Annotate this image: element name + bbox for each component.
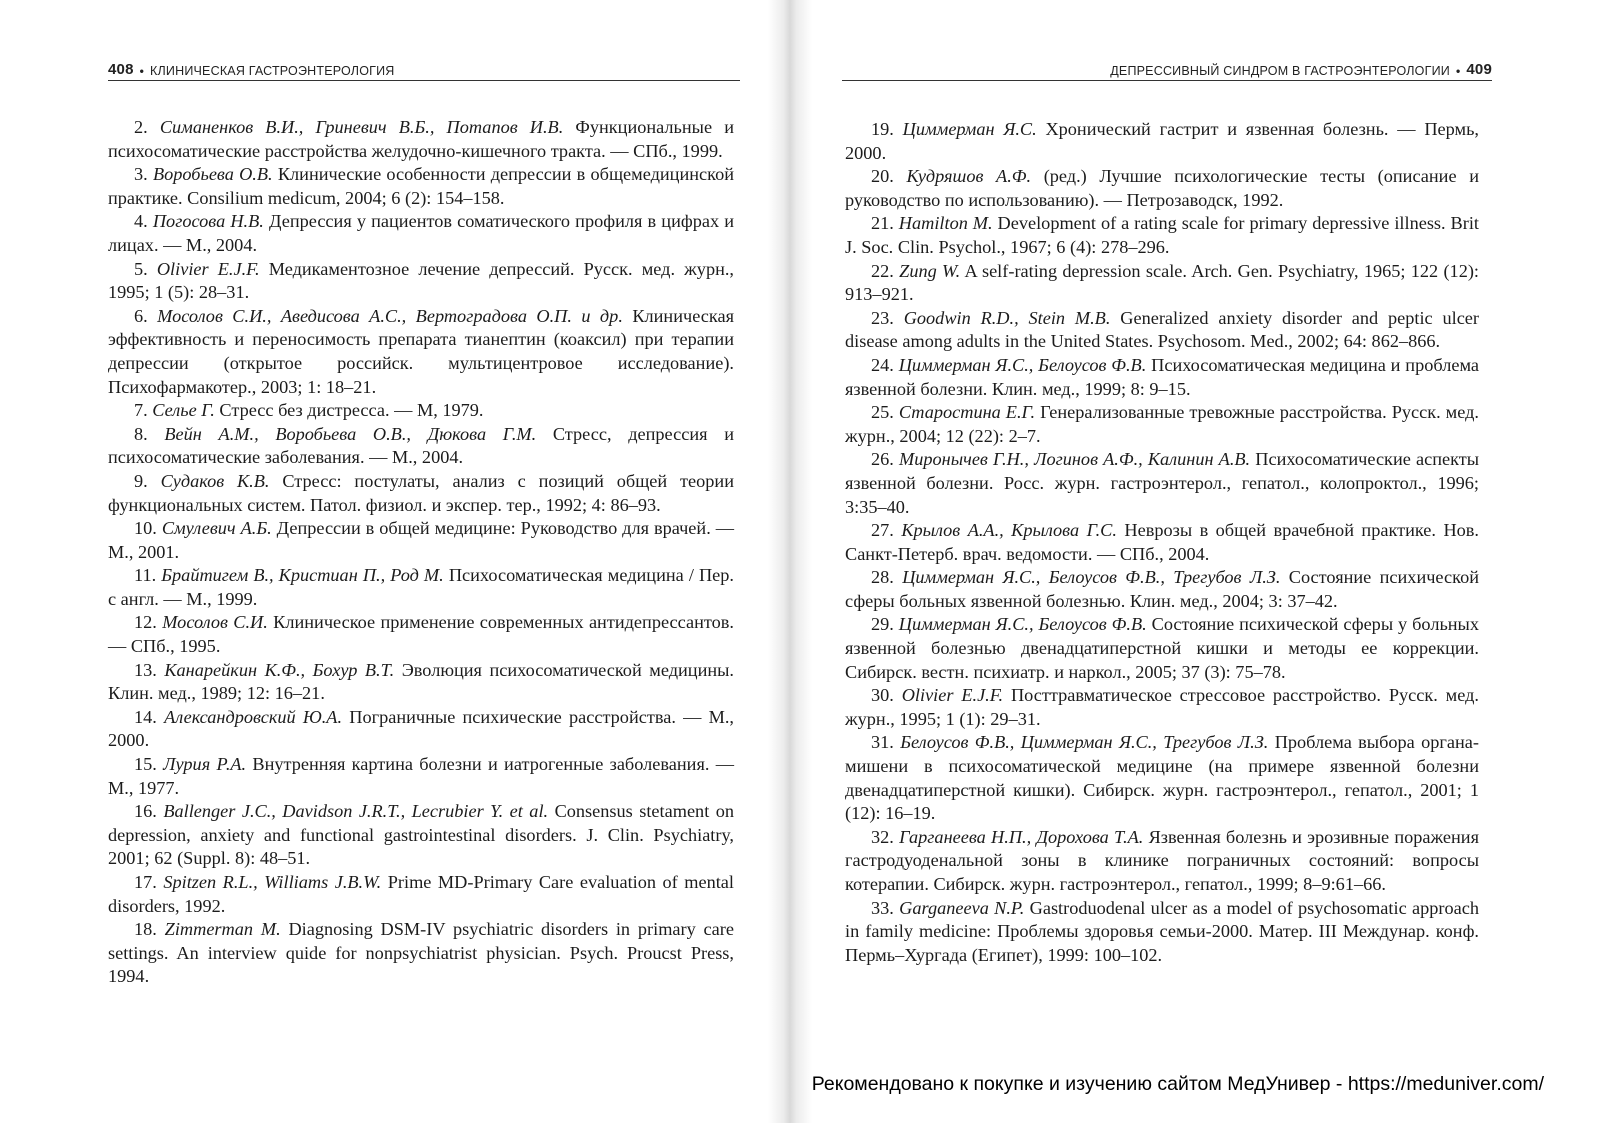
reference-authors: Olivier E.J.F. [901,685,1004,706]
reference-entry [108,423,734,470]
reference-number: 5. [134,258,148,279]
reference-text: Diagnosing DSM-IV psychiatric disorders in primary care settings. An interview quide for nonpsychiatrist physician. Psych. Proucst Press, 1994. [108,919,734,987]
reference-authors: Старостина Е.Г. [898,402,1036,423]
reference-authors: Белоусов Ф.В., Циммерман Я.С., Трегубов Л.З. [900,732,1269,753]
reference-number: 33. [871,897,894,918]
reference-authors: Garganeeva N.P. [899,897,1025,918]
reference-list-left [108,116,734,989]
reference-number: 26. [871,449,894,470]
reference-text: Психосоматическая медицина и проблема язвенной болезни. Клин. мед., 1999; 8: 9–15. [845,354,1480,399]
reference-authors: Александровский Ю.А. [164,706,343,727]
reference-text: Депрессия у пациентов соматического профиля в цифрах и лицах. — М., 2004. [108,211,735,255]
reference-entry [108,210,734,257]
reference-authors: Циммерман Я.С., Белоусов Ф.В., Трегубов Л.З. [902,567,1281,588]
page-number: 408 [108,61,134,78]
reference-entry [108,753,734,800]
reference-number: 23. [871,307,894,328]
reference-entry [845,118,1479,165]
book-gutter [768,0,812,1123]
left-running-header [108,56,740,81]
reference-entry [845,354,1479,401]
reference-entry [845,260,1479,307]
reference-number: 17. [134,872,157,892]
reference-entry [845,165,1479,212]
reference-authors: Spitzen R.L., Williams J.B.W. [163,872,382,892]
reference-text: Стресс без дистресса. — М, 1979. [219,400,484,421]
reference-authors: Погосова Н.В. [152,211,264,232]
reference-number: 27. [871,520,894,541]
reference-text: Депрессии в общей медицине: Руководство для врачей. — М., 2001. [108,518,734,562]
reference-text: A self-rating depression scale. Arch. Gen. Psychiatry, 1965; 122 (12): 913–921. [845,260,1480,305]
reference-authors: Воробьева О.В. [152,164,273,185]
reference-number: 12. [134,612,157,633]
reference-text: Состояние психической сферы больных язвенной болезнью. Клин. мед., 2004; 3: 37–42. [845,567,1479,611]
reference-entry [108,470,734,517]
reference-authors: Гарганеева Н.П., Дорохова Т.А. [899,826,1144,847]
reference-authors: Циммерман Я.С., Белоусов Ф.В. [898,614,1147,635]
reference-authors: Zung W. [899,260,961,281]
reference-text: Клиническое применение современных антидепрессантов. — СПб., 1995. [108,612,734,657]
reference-number: 9. [134,470,148,491]
reference-entry [845,212,1479,259]
reference-text: Development of a rating scale for primary depressive illness. Brit J. Soc. Clin. Psychol., 1967; 6 (4): 278–296. [845,213,1479,257]
reference-authors: Канарейкин К.Ф., Бохур В.Т. [164,659,395,680]
reference-entry [845,519,1479,566]
reference-entry [108,564,734,611]
reference-number: 19. [871,119,894,139]
reference-authors: Goodwin R.D., Stein M.B. [903,307,1111,328]
reference-entry [108,305,734,399]
reference-text: (ред.) Лучшие психологические тесты (описание и руководство по использованию). — Петрозаводск, 1992. [845,166,1479,210]
reference-text: Проблема выбора органа-мишени в психосоматической медицине (на примере язвенной болезни двенадцатиперстной кишки). Сибирск. журн. гастроэнтерол., гепатол., 2001; 1 (12): 16–19. [845,732,1479,824]
reference-authors: Мосолов С.И., Аведисова А.С., Вертоградова О.П. и др. [157,305,623,326]
bullet-separator: • [1455,64,1461,78]
reference-entry [108,659,734,706]
reference-authors: Смулевич А.Б. [161,518,272,539]
reference-text: Consensus stetament on depression, anxiety and functional gastrointestinal disorders. J. Clin. Psychiatry, 2001; 62 (Suppl. 8): 48–51. [108,801,734,869]
reference-entry [845,307,1479,354]
reference-text: Хронический гастрит и язвенная болезнь. — Пермь, 2000. [845,119,1479,163]
reference-number: 15. [134,754,157,775]
reference-entry [845,731,1479,825]
reference-number: 6. [134,305,148,326]
reference-text: Функциональные и психосоматические расстройства желудочно-кишечного тракта. — СПб., 1999. [108,117,734,161]
reference-entry [845,566,1479,613]
reference-number: 3. [134,164,148,185]
reference-text: Стресс, депрессия и психосоматические заболевания. — М., 2004. [108,423,734,468]
reference-number: 31. [871,732,894,753]
reference-authors: Вейн А.М., Воробьева О.В., Дюкова Г.М. [164,423,537,444]
reference-authors: Крылов А.А., Крылова Г.С. [901,520,1117,541]
reference-text: Пограничные психические расстройства. — М., 2000. [108,706,734,751]
reference-authors: Циммерман Я.С., Белоусов Ф.В. [898,354,1147,375]
reference-number: 30. [871,685,894,706]
reference-authors: Ballenger J.C., Davidson J.R.T., Lecrubier Y. et al. [163,801,549,822]
reference-text: Клинические особенности депрессии в общемедицинской практике. Consilium medicum, 2004; 6 (2): 154–158. [108,164,734,208]
reference-number: 29. [871,614,894,635]
reference-entry [108,706,734,753]
page-number: 409 [1466,61,1492,78]
reference-entry [108,163,734,210]
running-title: КЛИНИЧЕСКАЯ ГАСТРОЭНТЕРОЛОГИЯ [150,64,395,78]
watermark-link[interactable]: Рекомендовано к покупке и изучению сайтом МедУнивер - https://meduniver.com/ [811,1073,1544,1095]
reference-text: Generalized anxiety disorder and peptic ulcer disease among adults in the United States. Psychosom. Med., 2002; 64: 862–866. [845,307,1480,352]
reference-text: Генерализованные тревожные расстройства. Русск. мед. журн., 2004; 12 (22): 2–7. [845,402,1479,446]
reference-text: Психосоматические аспекты язвенной болезни. Росс. журн. гастроэнтерол., гепатол., колопроктол., 1996; 3:35–40. [845,449,1480,517]
reference-number: 32. [871,826,894,847]
left-page [0,0,768,1123]
reference-authors: Hamilton M. [898,213,993,234]
reference-text: Внутренняя картина болезни и иатрогенные заболевания. — М., 1977. [108,754,734,798]
reference-text: Клиническая эффективность и переносимость препарата тианептин (коаксил) при терапии депрессии (открытое российск. мультицентровое исследование). Психофармакотер., 2003; 1: 18–21. [108,305,734,397]
reference-entry [845,897,1479,968]
reference-authors: Брайтигем В., Кристиан П., Род М. [161,565,444,586]
bullet-separator: • [139,64,145,78]
reference-number: 11. [134,565,157,586]
reference-number: 10. [134,518,157,539]
reference-text: Состояние психической сферы у больных язвенной болезнью двенадцатиперстной кишки и методы ее коррекции. Сибирск. вестн. психиатр. и наркол., 2005; 37 (3): 75–78. [845,614,1479,682]
reference-number: 8. [134,423,148,444]
reference-number: 18. [134,919,157,940]
reference-text: Язвенная болезнь и эрозивные поражения гастродуоденальной зоны в клинике пограничных состояний: вопросы котерапии. Сибирск. журн. гастроэнтерол., гепатол., 1999; 8–9:61–66. [845,826,1479,894]
reference-text: Prime MD-Primary Care evaluation of mental disorders, 1992. [108,872,734,916]
reference-authors: Olivier E.J.F. [156,258,260,279]
running-title: ДЕПРЕССИВНЫЙ СИНДРОМ В ГАСТРОЭНТЕРОЛОГИИ [1110,64,1450,78]
reference-number: 22. [871,260,894,281]
reference-number: 24. [871,354,894,375]
reference-number: 2. [134,117,148,137]
reference-authors: Циммерман Я.С. [902,119,1037,139]
reference-entry [108,918,734,989]
reference-entry [108,871,734,918]
reference-entry [108,611,734,658]
reference-text: Стресс: постулаты, анализ с позиций общей теории функциональных систем. Патол. физиол. и экспер. тер., 1992; 4: 86–93. [108,470,734,515]
reference-number: 14. [134,706,157,727]
reference-authors: Селье Г. [152,400,215,421]
reference-entry [845,401,1479,448]
reference-entry [108,399,734,423]
reference-number: 7. [134,400,148,421]
reference-authors: Судаков К.В. [160,470,270,491]
reference-authors: Zimmerman M. [164,919,281,940]
reference-entry [108,517,734,564]
reference-text: Эволюция психосоматической медицины. Клин. мед., 1989; 12: 16–21. [108,659,734,704]
reference-authors: Мосолов С.И. [162,612,268,633]
right-page [812,0,1600,1123]
reference-number: 4. [134,211,148,232]
reference-list-right [845,118,1479,967]
reference-number: 28. [871,567,894,588]
right-running-header [842,56,1492,81]
reference-entry [845,684,1479,731]
reference-entry [108,116,734,163]
reference-text: Неврозы в общей врачебной практике. Нов. Санкт-Петерб. врач. ведомости. — СПб., 2004. [845,520,1479,564]
reference-entry [845,448,1479,519]
reference-number: 20. [871,166,894,187]
reference-entry [845,826,1479,897]
reference-entry [108,258,734,305]
reference-number: 21. [871,213,894,234]
reference-authors: Кудряшов А.Ф. [906,166,1032,187]
reference-text: Психосоматическая медицина / Пер. с англ. — М., 1999. [108,565,734,609]
reference-number: 16. [134,801,157,822]
reference-number: 13. [134,659,157,680]
reference-text: Посттравматическое стрессовое расстройство. Русск. мед. журн., 1995; 1 (1): 29–31. [845,685,1479,729]
reference-authors: Лурия Р.А. [163,754,247,775]
reference-authors: Миронычев Г.Н., Логинов А.Ф., Калинин А.В. [899,449,1251,470]
reference-text: Медикаментозное лечение депрессий. Русск. мед. журн., 1995; 1 (5): 28–31. [108,258,735,303]
reference-authors: Симаненков В.И., Гриневич В.Б., Потапов И.В. [159,117,564,137]
reference-number: 25. [871,402,894,423]
reference-entry [845,613,1479,684]
reference-entry [108,800,734,871]
reference-text: Gastroduodenal ulcer as a model of psychosomatic approach in family medicine: Проблемы здоровья семьи-2000. Матер. III Междунар. конф. Пермь–Хургада (Египет), 1999: 100–102. [845,897,1479,965]
